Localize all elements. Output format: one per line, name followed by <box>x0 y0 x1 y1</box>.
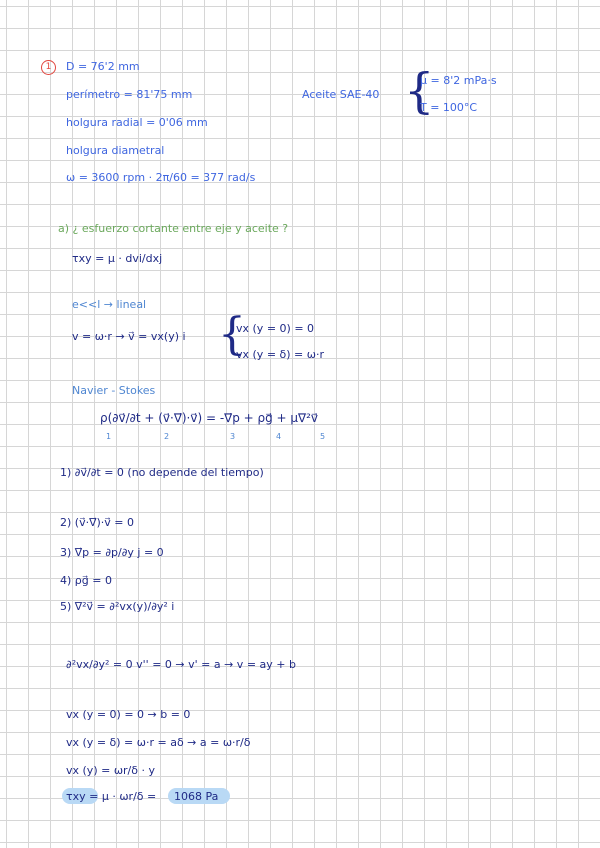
ns-term-mark-2: 2 <box>164 432 170 441</box>
diametral-clearance-line: holgura diametral <box>66 144 165 157</box>
ns-term-mark-1: 1 <box>106 432 112 441</box>
part-a-question: a) ¿ esfuerzo cortante entre eje y aceite ? <box>58 222 289 235</box>
ode-line: ∂²vx/∂y² = 0 v'' = 0 → v' = a → v = ay + b <box>66 658 296 671</box>
term-5: 5) ∇²v⃗ = ∂²vx(y)/∂y² i <box>60 600 175 613</box>
velocity-field: v = ω·r → v⃗ = vx(y) i <box>72 330 186 343</box>
omega-line: ω = 3600 rpm · 2π/60 = 377 rad/s <box>66 171 256 184</box>
ns-term-mark-5: 5 <box>320 432 326 441</box>
radial-clearance-line: holgura radial = 0'06 mm <box>66 116 208 129</box>
navier-stokes-title: Navier - Stokes <box>72 384 156 397</box>
shear-definition: τxy = μ · dvi/dxj <box>72 252 163 265</box>
ns-term-mark-3: 3 <box>230 432 236 441</box>
navier-stokes-equation: ρ(∂v⃗/∂t + (v⃗·∇⃗)·v⃗) = -∇⃗p + ρg⃗ + μ∇²v⃗ <box>100 411 318 425</box>
bc-apply-2: vx (y = δ) = ω·r = aδ → a = ω·r/δ <box>66 736 251 749</box>
velocity-profile: vx (y) = ωr/δ · y <box>66 764 155 777</box>
oil-label: Aceite SAE-40 <box>302 88 380 101</box>
term-4: 4) ρg⃗ = 0 <box>60 574 112 587</box>
term-1: 1) ∂v⃗/∂t = 0 (no depende del tiempo) <box>60 466 264 479</box>
result-lhs: τxy = μ · ωr/δ = <box>66 790 157 803</box>
bc-apply-1: vx (y = 0) = 0 → b = 0 <box>66 708 191 721</box>
approximation-note: e<<l → lineal <box>72 298 147 311</box>
oil-viscosity: μ = 8'2 mPa·s <box>420 74 497 87</box>
oil-brace: { <box>404 63 435 119</box>
diameter-line: D = 76'2 mm <box>66 60 140 73</box>
term-2: 2) (v⃗·∇⃗)·v⃗ = 0 <box>60 516 134 529</box>
bc-brace: { <box>218 309 246 360</box>
ns-term-mark-4: 4 <box>276 432 282 441</box>
perimeter-line: perímetro = 81'75 mm <box>66 88 193 101</box>
result-value: 1068 Pa <box>174 790 219 803</box>
term-3: 3) ∇⃗p = ∂p/∂y j = 0 <box>60 546 164 559</box>
boundary-condition-2: vx (y = δ) = ω·r <box>236 348 324 361</box>
problem-number-circle: 1 <box>41 60 56 75</box>
boundary-condition-1: vx (y = 0) = 0 <box>236 322 315 335</box>
oil-temperature: T = 100°C <box>420 101 478 114</box>
